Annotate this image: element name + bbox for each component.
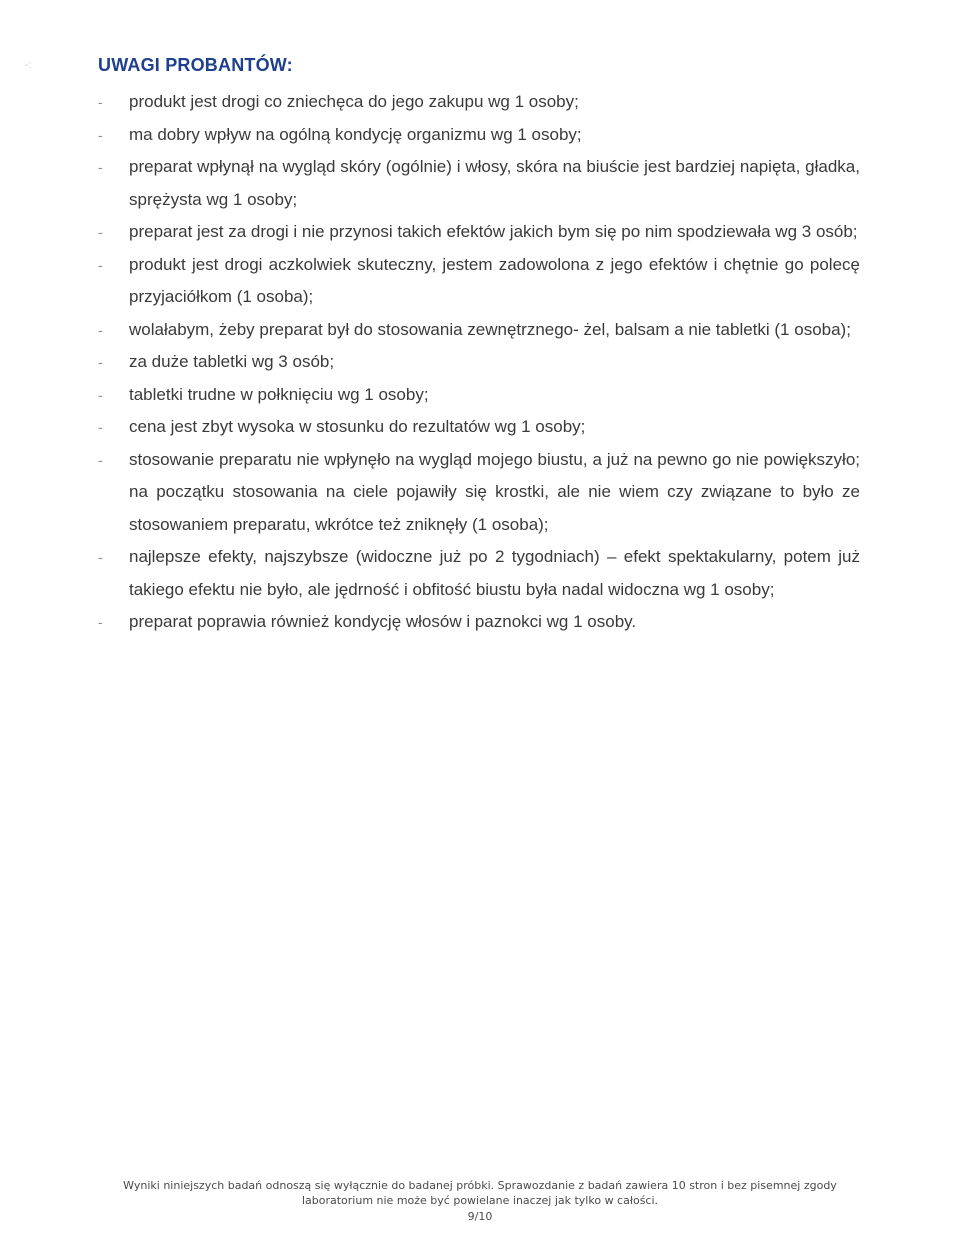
remark-text: ma dobry wpływ na ogólną kondycję organizmu wg 1 osoby; [129, 124, 582, 144]
bullet-dash: - [98, 159, 103, 175]
bullet-dash: - [98, 321, 103, 338]
footer-disclaimer-line-2: laboratorium nie może być powielane inaczej jak tylko w całości. [301, 1194, 659, 1207]
remark-item [98, 411, 860, 444]
bullet-dash: - [98, 614, 103, 630]
remarks-list [98, 86, 860, 639]
bullet-dash: - [98, 549, 103, 565]
bullet-dash: - [98, 419, 103, 435]
remark-item [98, 444, 860, 542]
remark-item [98, 379, 860, 412]
remark-item [98, 86, 860, 119]
bullet-dash: - [98, 94, 103, 110]
remark-text: preparat poprawia również kondycję włosów i paznokci wg 1 osoby. [129, 612, 637, 631]
remark-item [98, 151, 860, 216]
page-footer [0, 1178, 960, 1224]
remark-text: tabletki trudne w połknięciu wg 1 osoby; [129, 384, 429, 404]
remark-text: produkt jest drogi co zniechęca do jego zakupu wg 1 osoby; [129, 92, 579, 111]
bullet-dash: - [98, 126, 103, 143]
remark-text: preparat wpłynął na wygląd skóry (ogólnie) i włosy, skóra na biuście jest bardziej napięta, gładka, sprężysta wg 1 osoby; [129, 157, 860, 209]
bullet-dash: - [98, 386, 103, 403]
remark-item [98, 119, 860, 152]
bullet-dash: - [98, 256, 103, 273]
remark-item [98, 249, 860, 314]
footer-disclaimer-line-1: Wyniki niniejszych badań odnoszą się wyłącznie do badanej próbki. Sprawozdanie z badań zawiera 10 stron i bez pisemnej zgody [123, 1179, 837, 1192]
remark-text: najlepsze efekty, najszybsze (widoczne już po 2 tygodniach) – efekt spektakularny, potem już takiego efektu nie było, ale jędrność i obfitość biustu była nadal widoczna wg 1 osoby; [129, 547, 860, 599]
section-heading: UWAGI PROBANTÓW: [98, 55, 293, 75]
remark-item [98, 346, 860, 379]
remark-text: produkt jest drogi aczkolwiek skuteczny, jestem zadowolona z jego efektów i chętnie go polecę przyjaciółkom (1 osoba); [129, 254, 860, 306]
remark-text: stosowanie preparatu nie wpłynęło na wygląd mojego biustu, a już na pewno go nie powiększyło; na początku stosowania na ciele pojawiły się krostki, ale nie wiem czy związane to było ze stosowaniem preparatu, wkrótce też zniknęły (1 osoba); [129, 449, 860, 534]
bullet-dash: - [98, 451, 103, 468]
scan-speck: -: [25, 60, 32, 71]
bullet-dash: - [98, 354, 103, 370]
remark-text: za duże tabletki wg 3 osób; [129, 352, 335, 371]
remark-item [98, 606, 860, 639]
remark-item [98, 541, 860, 606]
remark-item [98, 216, 860, 249]
remark-text: preparat jest za drogi i nie przynosi takich efektów jakich bym się po nim spodziewała wg 3 osób; [129, 222, 858, 241]
page-number: 9/10 [467, 1210, 493, 1223]
remark-item [98, 314, 860, 347]
remark-text: wolałabym, żeby preparat był do stosowania zewnętrznego- żel, balsam a nie tabletki (1 osoba); [129, 319, 851, 339]
remark-text: cena jest zbyt wysoka w stosunku do rezultatów wg 1 osoby; [129, 417, 586, 436]
bullet-dash: - [98, 224, 103, 240]
